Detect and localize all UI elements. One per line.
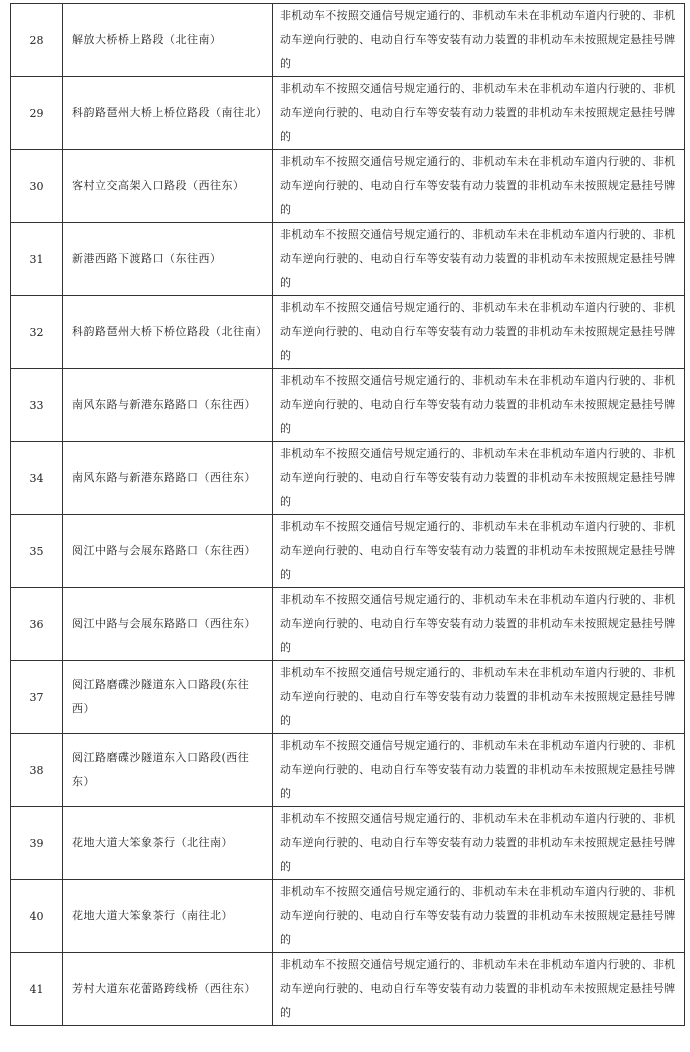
violation-cell: 非机动车不按照交通信号规定通行的、非机动车未在非机动车道内行驶的、非机动车逆向行驶的、电动自行车等安装有动力装置的非机动车未按照规定悬挂号牌的 (273, 588, 685, 661)
violation-cell: 非机动车不按照交通信号规定通行的、非机动车未在非机动车道内行驶的、非机动车逆向行驶的、电动自行车等安装有动力装置的非机动车未按照规定悬挂号牌的 (273, 4, 685, 77)
table-row (11, 369, 685, 442)
table-row (11, 296, 685, 369)
row-number: 40 (11, 880, 63, 953)
row-number: 35 (11, 515, 63, 588)
location-cell: 阅江路磨碟沙隧道东入口路段(西往东） (63, 734, 273, 807)
location-cell: 解放大桥桥上路段（北往南） (63, 4, 273, 77)
violation-cell: 非机动车不按照交通信号规定通行的、非机动车未在非机动车道内行驶的、非机动车逆向行驶的、电动自行车等安装有动力装置的非机动车未按照规定悬挂号牌的 (273, 150, 685, 223)
row-number: 36 (11, 588, 63, 661)
row-number: 29 (11, 77, 63, 150)
location-cell: 科韵路琶州大桥上桥位路段（南往北） (63, 77, 273, 150)
table-row (11, 223, 685, 296)
table-body (11, 4, 685, 1026)
location-cell: 花地大道大笨象茶行（北往南） (63, 807, 273, 880)
location-cell: 科韵路琶州大桥下桥位路段（北往南） (63, 296, 273, 369)
location-cell: 新港西路下渡路口（东往西） (63, 223, 273, 296)
table-row (11, 953, 685, 1026)
table-row (11, 734, 685, 807)
table-row (11, 150, 685, 223)
table-row (11, 77, 685, 150)
violation-cell: 非机动车不按照交通信号规定通行的、非机动车未在非机动车道内行驶的、非机动车逆向行驶的、电动自行车等安装有动力装置的非机动车未按照规定悬挂号牌的 (273, 880, 685, 953)
violation-cell: 非机动车不按照交通信号规定通行的、非机动车未在非机动车道内行驶的、非机动车逆向行驶的、电动自行车等安装有动力装置的非机动车未按照规定悬挂号牌的 (273, 77, 685, 150)
location-cell: 阅江中路与会展东路路口（东往西） (63, 515, 273, 588)
violation-cell: 非机动车不按照交通信号规定通行的、非机动车未在非机动车道内行驶的、非机动车逆向行驶的、电动自行车等安装有动力装置的非机动车未按照规定悬挂号牌的 (273, 369, 685, 442)
location-cell: 阅江中路与会展东路路口（西往东） (63, 588, 273, 661)
row-number: 33 (11, 369, 63, 442)
violation-cell: 非机动车不按照交通信号规定通行的、非机动车未在非机动车道内行驶的、非机动车逆向行驶的、电动自行车等安装有动力装置的非机动车未按照规定悬挂号牌的 (273, 807, 685, 880)
table-row (11, 880, 685, 953)
violation-locations-table (10, 3, 685, 1026)
violation-cell: 非机动车不按照交通信号规定通行的、非机动车未在非机动车道内行驶的、非机动车逆向行驶的、电动自行车等安装有动力装置的非机动车未按照规定悬挂号牌的 (273, 296, 685, 369)
violation-cell: 非机动车不按照交通信号规定通行的、非机动车未在非机动车道内行驶的、非机动车逆向行驶的、电动自行车等安装有动力装置的非机动车未按照规定悬挂号牌的 (273, 515, 685, 588)
table-row (11, 661, 685, 734)
table-row (11, 588, 685, 661)
violation-cell: 非机动车不按照交通信号规定通行的、非机动车未在非机动车道内行驶的、非机动车逆向行驶的、电动自行车等安装有动力装置的非机动车未按照规定悬挂号牌的 (273, 442, 685, 515)
violation-cell: 非机动车不按照交通信号规定通行的、非机动车未在非机动车道内行驶的、非机动车逆向行驶的、电动自行车等安装有动力装置的非机动车未按照规定悬挂号牌的 (273, 953, 685, 1026)
row-number: 32 (11, 296, 63, 369)
row-number: 31 (11, 223, 63, 296)
row-number: 38 (11, 734, 63, 807)
table-row (11, 4, 685, 77)
row-number: 28 (11, 4, 63, 77)
location-cell: 南风东路与新港东路路口（西往东） (63, 442, 273, 515)
row-number: 39 (11, 807, 63, 880)
table-row (11, 807, 685, 880)
location-cell: 花地大道大笨象茶行（南往北） (63, 880, 273, 953)
violation-cell: 非机动车不按照交通信号规定通行的、非机动车未在非机动车道内行驶的、非机动车逆向行驶的、电动自行车等安装有动力装置的非机动车未按照规定悬挂号牌的 (273, 661, 685, 734)
location-cell: 芳村大道东花蕾路跨线桥（西往东） (63, 953, 273, 1026)
location-cell: 客村立交高架入口路段（西往东） (63, 150, 273, 223)
row-number: 34 (11, 442, 63, 515)
row-number: 30 (11, 150, 63, 223)
row-number: 41 (11, 953, 63, 1026)
table-row (11, 515, 685, 588)
row-number: 37 (11, 661, 63, 734)
table-row (11, 442, 685, 515)
violation-cell: 非机动车不按照交通信号规定通行的、非机动车未在非机动车道内行驶的、非机动车逆向行驶的、电动自行车等安装有动力装置的非机动车未按照规定悬挂号牌的 (273, 223, 685, 296)
violation-cell: 非机动车不按照交通信号规定通行的、非机动车未在非机动车道内行驶的、非机动车逆向行驶的、电动自行车等安装有动力装置的非机动车未按照规定悬挂号牌的 (273, 734, 685, 807)
location-cell: 阅江路磨碟沙隧道东入口路段(东往西） (63, 661, 273, 734)
location-cell: 南风东路与新港东路路口（东往西） (63, 369, 273, 442)
